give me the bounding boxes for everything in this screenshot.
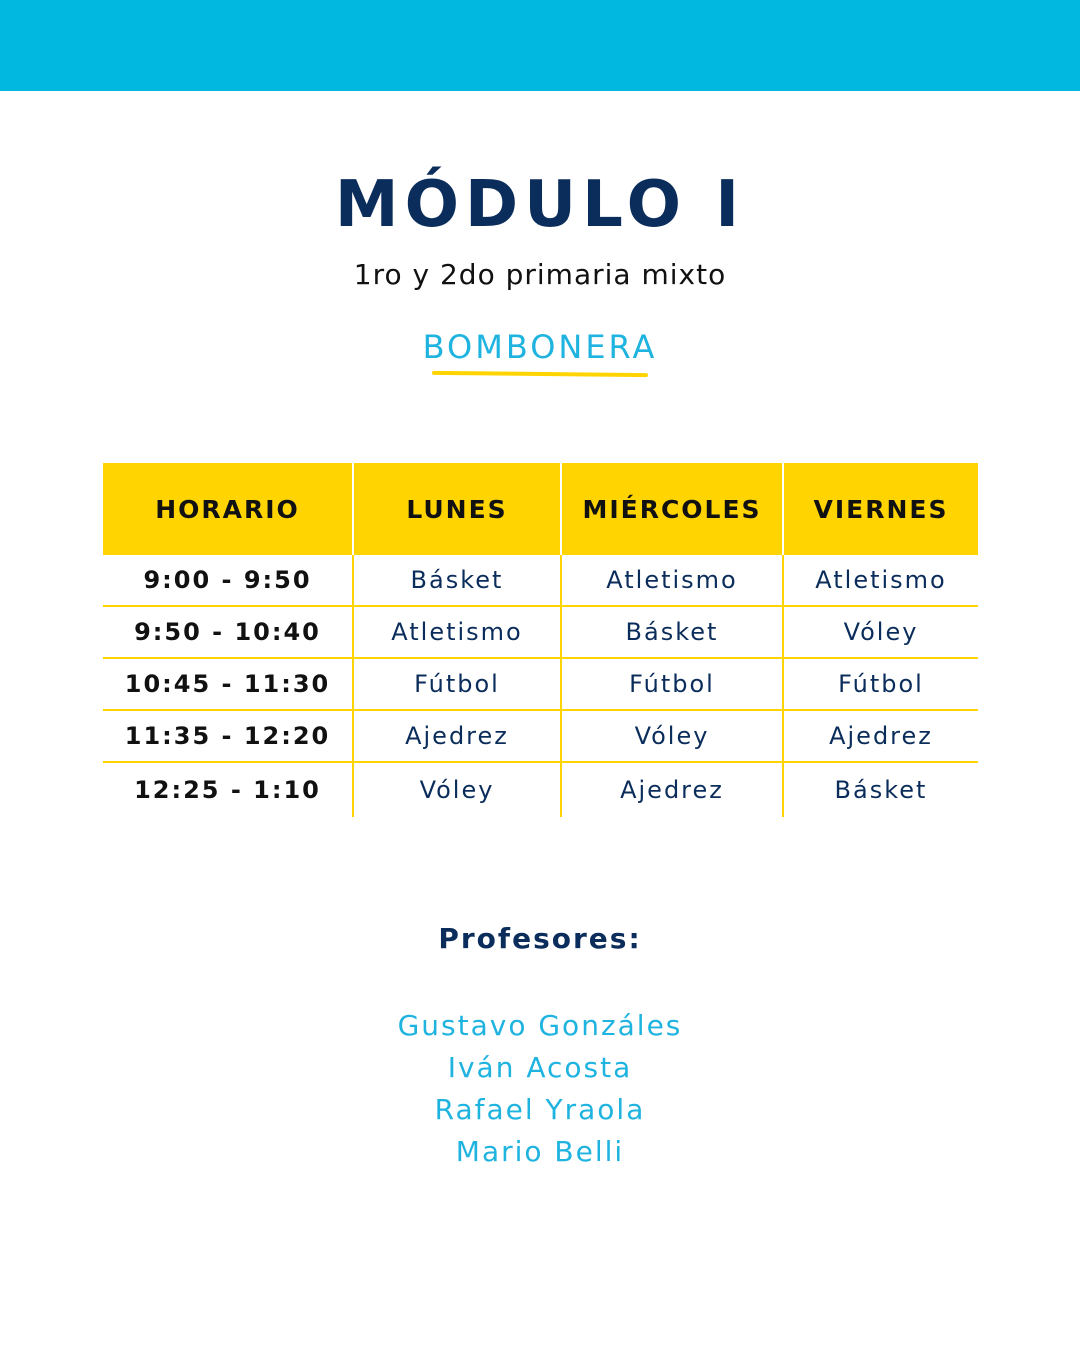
activity-cell: Atletismo (353, 606, 561, 658)
activity-cell: Vóley (783, 606, 978, 658)
top-banner (0, 0, 1080, 91)
activity-cell: Atletismo (783, 555, 978, 606)
location-label: BOMBONERA (422, 328, 658, 366)
teacher-name: Rafael Yraola (434, 1093, 646, 1126)
time-cell: 10:45 - 11:30 (103, 658, 353, 710)
activity-cell: Ajedrez (561, 762, 783, 817)
activity-cell: Atletismo (561, 555, 783, 606)
table-row (103, 555, 978, 606)
table-row (103, 606, 978, 658)
activity-cell: Básket (783, 762, 978, 817)
table-row (103, 658, 978, 710)
teachers-heading: Profesores: (438, 922, 642, 955)
teacher-name: Iván Acosta (447, 1051, 633, 1084)
schedule-table (103, 463, 978, 817)
location-underline (432, 371, 648, 377)
activity-cell: Fútbol (353, 658, 561, 710)
teacher-name: Mario Belli (455, 1135, 625, 1168)
time-cell: 9:50 - 10:40 (103, 606, 353, 658)
header-viernes: VIERNES (783, 463, 978, 555)
time-cell: 12:25 - 1:10 (134, 776, 321, 804)
activity-cell: Vóley (561, 710, 783, 762)
header-row (103, 463, 978, 555)
activity-cell: Fútbol (561, 658, 783, 710)
activity-cell: Fútbol (783, 658, 978, 710)
activity-cell: Básket (353, 555, 561, 606)
teacher-name: Gustavo Gonzáles (397, 1009, 683, 1042)
activity-cell: Vóley (353, 762, 561, 817)
time-cell: 9:00 - 9:50 (103, 555, 353, 606)
time-cell: 11:35 - 12:20 (103, 710, 353, 762)
header-lunes: LUNES (353, 463, 561, 555)
activity-cell: Básket (561, 606, 783, 658)
page-subtitle: 1ro y 2do primaria mixto (353, 258, 727, 291)
table-row (103, 710, 978, 762)
header-miercoles: MIÉRCOLES (561, 463, 783, 555)
page-title: MÓDULO I (334, 168, 746, 242)
activity-cell: Ajedrez (783, 710, 978, 762)
table-row (103, 762, 978, 817)
activity-cell: Ajedrez (353, 710, 561, 762)
teachers-list (0, 1005, 1080, 1173)
header-horario: HORARIO (103, 463, 353, 555)
